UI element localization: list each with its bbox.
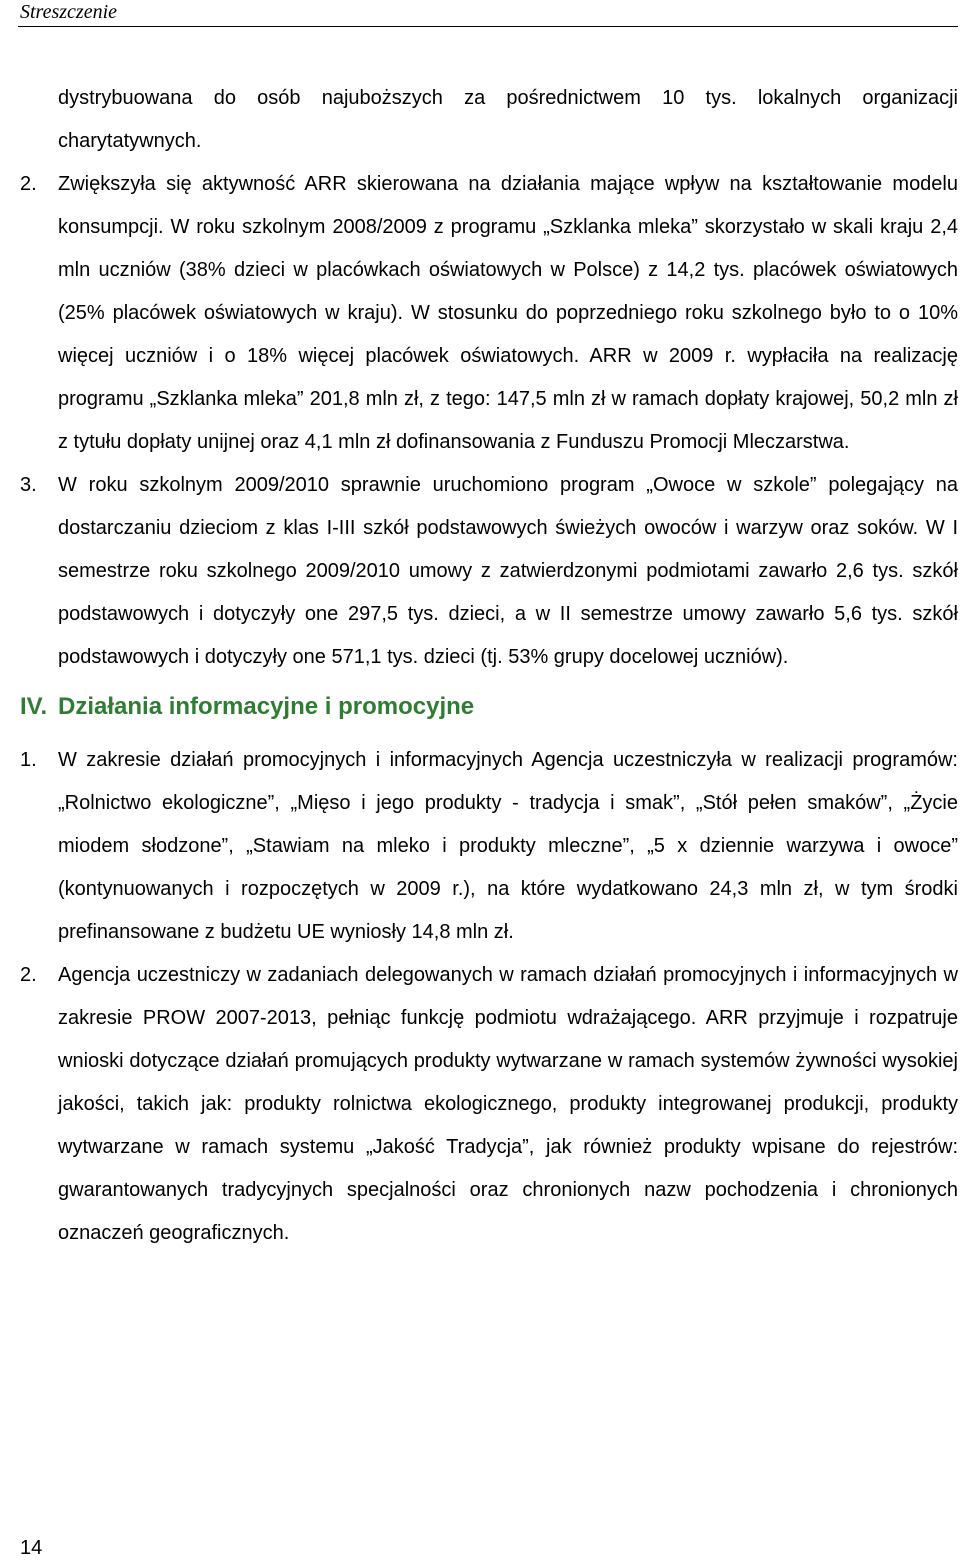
list-item-text: W roku szkolnym 2009/2010 sprawnie uruchomiono program „Owoce w szkole” polegający na dostarczaniu dzieciom z klas I-III szkół podstawowych świeżych owoców i warzyw oraz soków. W I semestrze roku szkolnego 2009/2010 umowy z zatwierdzonymi podmiotami zawarło 2,6 tys. szkół podstawowych i dotyczyły one 297,5 tys. dzieci, a w II semestrze umowy zawarło 5,6 tys. szkół podstawowych i dotyczyły one 571,1 tys. dzieci (tj. 53% grupy docelowej uczniów). (58, 474, 958, 668)
list-number: 3. (20, 474, 37, 496)
list-item (20, 464, 958, 679)
list-item-text: W zakresie działań promocyjnych i informacyjnych Agencja uczestniczyła w realizacji programów: „Rolnictwo ekologiczne”, „Mięso i jego produkty - tradycja i smak”, „Stół pełen smaków”, „Życie miodem słodzone”, „Stawiam na mleko i produkty mleczne”, „5 x dziennie warzywa i owoce” (kontynuowanych i rozpoczętych w 2009 r.), na które wydatkowano 24,3 mln zł, w tym środki prefinansowane z budżetu UE wyniosły 14,8 mln zł. (58, 749, 958, 943)
list-item (20, 739, 958, 954)
list-item-text: Agencja uczestniczy w zadaniach delegowanych w ramach działań promocyjnych i informacyjnych w zakresie PROW 2007-2013, pełniąc funkcję podmiotu wdrażającego. ARR przyjmuje i rozpatruje wnioski dotyczące działań promujących produkty wytwarzane w ramach systemów żywności wysokiej jakości, takich jak: produkty rolnictwa ekologicznego, produkty integrowanej produkcji, produkty wytwarzane w ramach systemu „Jakość Tradycja”, jak również produkty wpisane do rejestrów: gwarantowanych tradycyjnych specjalności oraz chronionych nazw pochodzenia i chronionych oznaczeń geograficznych. (58, 964, 958, 1244)
list-number: 2. (20, 964, 37, 986)
paragraph-text: dystrybuowana do osób najuboższych za pośrednictwem 10 tys. lokalnych organizacji charytatywnych. (58, 87, 958, 152)
page-number: 14 (20, 1537, 43, 1559)
list-number-empty (20, 77, 58, 163)
list-item (20, 954, 958, 1255)
list-item-text: Zwiększyła się aktywność ARR skierowana na działania mające wpływ na kształtowanie modelu konsumpcji. W roku szkolnym 2008/2009 z programu „Szklanka mleka” skorzystało w skali kraju 2,4 mln uczniów (38% dzieci w placówkach oświatowych w Polsce) z 14,2 tys. placówek oświatowych (25% placówek oświatowych w kraju). W stosunku do poprzedniego roku szkolnego było to o 10% więcej uczniów i o 18% więcej placówek oświatowych. ARR w 2009 r. wypłaciła na realizację programu „Szklanka mleka” 201,8 mln zł, z tego: 147,5 mln zł w ramach dopłaty krajowej, 50,2 mln zł z tytułu dopłaty unijnej oraz 4,1 mln zł dofinansowania z Funduszu Promocji Mleczarstwa. (58, 173, 958, 453)
list-number: 1. (20, 749, 37, 771)
section-title: Działania informacyjne i promocyjne (58, 693, 475, 720)
list-item (20, 163, 958, 464)
section-number: IV. (20, 693, 48, 720)
document-body (20, 77, 958, 1255)
list-number: 2. (20, 173, 37, 195)
section-heading (20, 685, 958, 729)
running-header-title: Streszczenie (20, 1, 118, 23)
continuation-paragraph (20, 77, 958, 163)
header-rule (18, 26, 958, 27)
